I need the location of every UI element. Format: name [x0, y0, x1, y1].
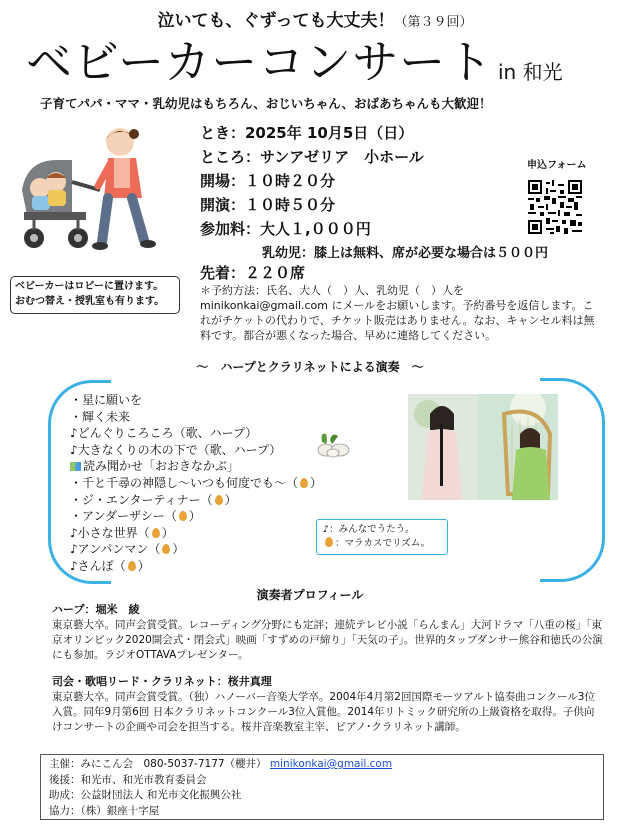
program-item-title: アンパンマン（ [77, 542, 161, 557]
reservation-line: minikonkai@gmail.com にメールをお願いします。予約番号を返信します。これがチケットの代わりで、チケット販売はありません。なお、キャンセル料は無料です。都合が悪くなった場合、早めに連絡してください。 [200, 299, 595, 342]
program-item-close: ） [310, 475, 323, 490]
program-item [70, 475, 322, 492]
program-item-title: 輝く未来 [82, 409, 131, 424]
maracas-icon [152, 528, 160, 538]
program-item-bullet: ♪ [70, 442, 78, 457]
stroller-note-box [10, 276, 180, 314]
support-line: 後援：和光市、和光市教育委員会 [49, 773, 207, 786]
program-item-bullet: ・ [70, 475, 83, 490]
maracas-icon [325, 537, 333, 547]
program-item-close: ） [224, 492, 237, 507]
clarinet-profile [52, 674, 604, 735]
program-item-bullet: ♪ [70, 426, 78, 441]
page-title: ベビーカーコンサート [26, 35, 494, 89]
event-date: とき：2025年 10月5日（日） [200, 124, 414, 142]
program-item-bullet: ・ [70, 509, 83, 524]
program-legend [316, 519, 448, 555]
program-item-bullet: ・ [70, 492, 83, 507]
maracas-icon [215, 495, 223, 505]
program-item-close: ） [172, 542, 185, 557]
program-item [70, 392, 322, 409]
seat-count: 先着：２２０席 [200, 264, 306, 282]
qr-label: 申込フォーム [527, 160, 587, 171]
reservation-info [200, 283, 600, 343]
program-item-bullet: ♪ [70, 525, 78, 540]
program-item [70, 458, 322, 475]
program-item-title: どんぐりころころ（歌、ハープ） [77, 426, 258, 441]
program-item-bullet: ♪ [70, 542, 78, 557]
program-item-close: ） [188, 509, 201, 524]
tagline: 泣いても、ぐずっても大丈夫！（第３９回） [157, 11, 473, 31]
turnip-icon [316, 432, 350, 458]
performers-photo [408, 394, 558, 500]
legend-sing: ♪：みんなでうたう。 [323, 524, 415, 535]
program-item-title: 千と千尋の神隠し～いつも何度でも～（ [82, 475, 299, 490]
program-item [70, 442, 322, 459]
harp-profile [52, 602, 604, 663]
program-item [70, 558, 322, 575]
clarinet-bio: 東京藝大卒。同声会賞受賞。（独）ハノーバー音楽大学卒。2004年4月第2回国際モーツアルト協奏曲コンクール3位入賞。同年9月第6回 日本クラリネットコンクール3位入賞他。2014年リトミック研究所の上級資格を取得。子供向けコンサートの企画や司会を担当する。桜井音楽教室主宰、ピアノ･クラリネット講師。 [52, 691, 595, 733]
program-item-bullet: ・ [70, 409, 83, 424]
stroller-note-line: おむつ替え・授乳室も有ります。 [15, 296, 165, 307]
mother-stroller-illustration [12, 120, 192, 260]
title-place: in 和光 [498, 60, 563, 84]
harp-performer-name: ハープ：堀米 綾 [52, 603, 140, 616]
program-item [70, 541, 322, 558]
program-item-title: 読み聞かせ「おおきなかぶ」 [83, 459, 240, 474]
program-item-title: アンダーザシー（ [82, 509, 177, 524]
stroller-note-line: ベビーカーはロビーに置けます。 [15, 281, 164, 292]
program-item-close: ） [137, 558, 150, 573]
profile-heading: 演奏者プロフィール [256, 588, 364, 602]
start-time: 開演：１０時５０分 [200, 196, 336, 214]
stroller-icon [22, 160, 100, 248]
program-list [70, 392, 322, 575]
program-item-title: 小さな世界（ [77, 525, 150, 540]
grant-line: 助成：公益財団法人 和光市文化振興公社 [49, 789, 242, 801]
event-venue: ところ：サンアゼリア 小ホール [200, 148, 424, 166]
program-item-bullet: ♪ [70, 558, 78, 573]
program-item [70, 492, 322, 509]
program-item-title: 大きなくりの木の下で（歌、ハープ） [77, 442, 282, 457]
maracas-icon [300, 478, 308, 488]
maracas-icon [128, 561, 136, 571]
harp-bio: 東京藝大卒。同声会賞受賞。レコーディング分野にも定評；連続テレビ小説「らんまん」大河ドラマ「八重の桜」「東京オリンピック2020開会式・閉会式」映画「すずめの戸締り」「天気の子」。世界的タップダンサー熊谷和徳氏の公演にも参加。ラジオOTTAVAプレゼンター。 [52, 619, 603, 661]
program-item-title: ジ・エンターティナー（ [82, 492, 213, 507]
program-title: ～ ハープとクラリネットによる演奏 ～ [196, 360, 424, 374]
program-item [70, 525, 322, 542]
program-item [70, 508, 322, 525]
program-item [70, 409, 322, 426]
maracas-icon [162, 544, 170, 554]
program-item-close: ） [161, 525, 174, 540]
program-item-title: 星に願いを [82, 393, 143, 407]
maracas-icon [179, 511, 187, 521]
fee-adult: 参加料：大人１,０００円 [200, 220, 371, 238]
welcome-message: 子育てパパ・ママ・乳幼児はもちろん、おじいちゃん、おばあちゃんも大歓迎！ [40, 96, 492, 111]
program-item [70, 425, 322, 442]
organizer-line: 主催：みにこん会 080-5037-7177（櫻井） minikonkai@gmail.com [49, 758, 393, 770]
fee-child: 乳幼児：膝上は無料、席が必要な場合は５００円 [262, 246, 549, 261]
reservation-line: ＊予約方法：氏名、大人（ ）人、乳幼児（ ）人を [200, 284, 464, 297]
program-item-bullet: ・ [70, 393, 83, 407]
organizer-email-link[interactable]: minikonkai@gmail.com [269, 758, 393, 770]
clarinet-performer-name: 司会・歌唱リード・クラリネット：桜井真理 [52, 675, 272, 688]
organizer-box [40, 754, 604, 820]
book-icon [70, 462, 81, 471]
qr-code-icon[interactable] [528, 180, 582, 234]
legend-maracas: ：マラカスでリズム。 [323, 537, 441, 551]
program-item-title: さんぽ（ [77, 558, 126, 573]
mother-icon [92, 128, 156, 250]
door-open-time: 開場：１０時２０分 [200, 172, 336, 190]
episode-number: （第３９回） [394, 15, 473, 30]
cooperation-line: 協力：（株）銀座十字屋 [49, 804, 160, 817]
